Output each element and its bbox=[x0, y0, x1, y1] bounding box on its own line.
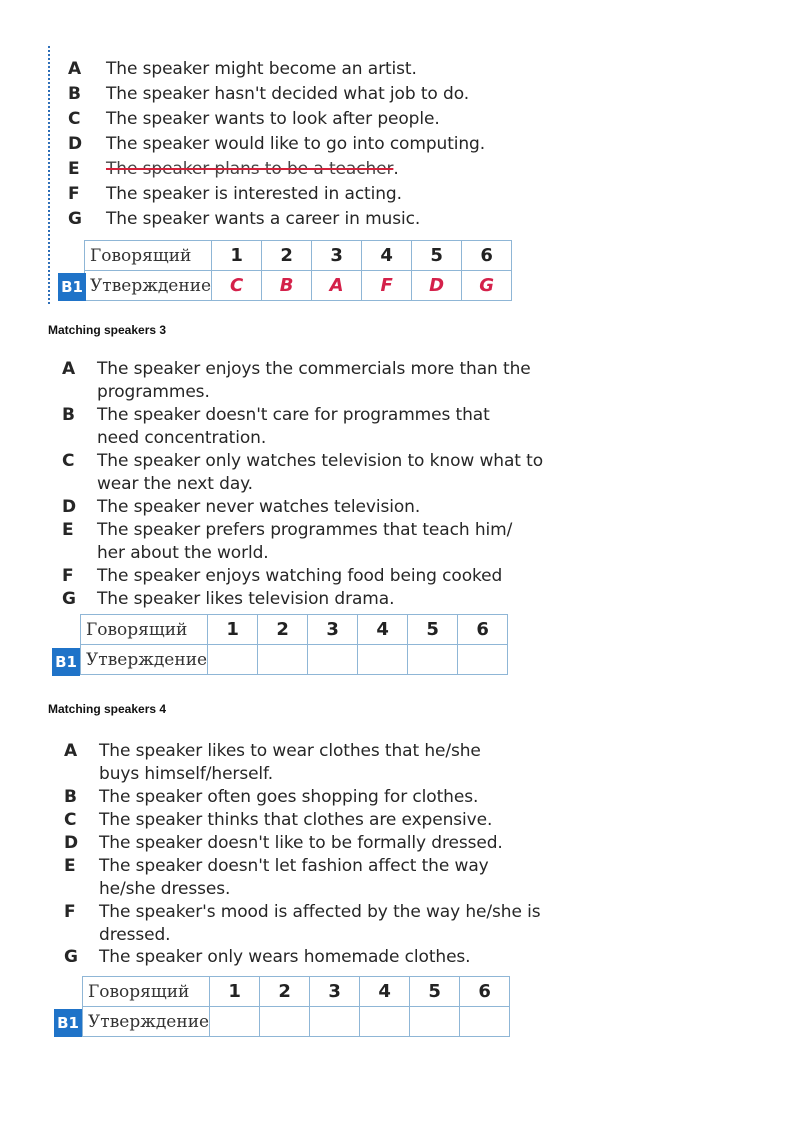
statement-c bbox=[68, 108, 440, 131]
statement-line: The speaker enjoys watching food being cooked bbox=[97, 566, 503, 586]
statement-line: The speaker likes to wear clothes that he/she bbox=[99, 741, 481, 761]
answer-table-exercise-2 bbox=[84, 240, 512, 301]
statement-text: The speaker would like to go into computing. bbox=[106, 134, 486, 154]
statement-text: The speaker wants a career in music. bbox=[106, 209, 421, 229]
statement-g bbox=[68, 208, 420, 231]
statement-letter: F bbox=[64, 902, 76, 922]
statement-line: The speaker enjoys the commercials more than the bbox=[97, 359, 531, 379]
statement-a bbox=[64, 740, 481, 786]
statement-text-block bbox=[99, 855, 489, 901]
statement-letter: D bbox=[64, 833, 79, 853]
statement-period: . bbox=[393, 159, 399, 179]
statement-line: The speaker doesn't care for programmes that bbox=[97, 405, 490, 425]
answer-cell-empty[interactable] bbox=[310, 1007, 360, 1037]
speaker-number: 6 bbox=[462, 241, 512, 271]
answer-cell: B bbox=[262, 271, 312, 301]
b1-badge: B1 bbox=[58, 273, 86, 301]
statement-line: The speaker never watches television. bbox=[97, 497, 421, 517]
speaker-number: 3 bbox=[312, 241, 362, 271]
speaker-row bbox=[85, 241, 512, 271]
statement-e bbox=[64, 855, 489, 901]
statement-header: Утверждение bbox=[85, 271, 212, 301]
answer-cell: A bbox=[312, 271, 362, 301]
speaker-header: Говорящий bbox=[85, 241, 212, 271]
statement-f bbox=[68, 183, 402, 206]
speaker-number: 1 bbox=[208, 615, 258, 645]
statement-letter: B bbox=[62, 405, 75, 425]
statement-line: The speaker only wears homemade clothes. bbox=[99, 947, 471, 967]
statement-row bbox=[81, 645, 508, 675]
statement-row bbox=[85, 271, 512, 301]
statement-line: programmes. bbox=[97, 382, 210, 402]
exercise-3-statements bbox=[62, 358, 544, 610]
statement-letter: C bbox=[62, 451, 75, 471]
statement-letter: D bbox=[68, 134, 83, 154]
speaker-number: 4 bbox=[362, 241, 412, 271]
statement-c bbox=[64, 809, 492, 832]
statement-a bbox=[62, 358, 531, 404]
answer-table-exercise-3 bbox=[80, 614, 508, 675]
answer-cell-empty[interactable] bbox=[258, 645, 308, 675]
statement-e-crossed-out bbox=[68, 158, 399, 181]
answer-cell-empty[interactable] bbox=[360, 1007, 410, 1037]
answer-cell-empty[interactable] bbox=[260, 1007, 310, 1037]
statement-letter: G bbox=[62, 589, 76, 609]
answer-cell: C bbox=[212, 271, 262, 301]
statement-b bbox=[68, 83, 469, 106]
answer-cell-empty[interactable] bbox=[210, 1007, 260, 1037]
statement-g bbox=[62, 588, 394, 611]
statement-text-block bbox=[97, 519, 512, 565]
statement-text-struck: The speaker plans to be a teacher bbox=[106, 159, 394, 179]
statement-letter: C bbox=[64, 810, 77, 830]
statement-text: The speaker might become an artist. bbox=[106, 59, 417, 79]
section-title-matching-speakers-4: Matching speakers 4 bbox=[48, 702, 167, 716]
statement-line: The speaker likes television drama. bbox=[97, 589, 395, 609]
answer-cell-empty[interactable] bbox=[410, 1007, 460, 1037]
statement-line: her about the world. bbox=[97, 543, 269, 563]
speaker-number: 5 bbox=[410, 977, 460, 1007]
b1-badge: B1 bbox=[54, 1009, 82, 1037]
statement-line: The speaker's mood is affected by the way he/she is bbox=[99, 902, 541, 922]
statement-row bbox=[83, 1007, 510, 1037]
speaker-number: 6 bbox=[460, 977, 510, 1007]
statement-d bbox=[64, 832, 503, 855]
statement-line: The speaker doesn't like to be formally dressed. bbox=[99, 833, 503, 853]
statement-f bbox=[64, 901, 541, 947]
statement-line: The speaker prefers programmes that teach him/ bbox=[97, 520, 513, 540]
speaker-row bbox=[81, 615, 508, 645]
statement-line: The speaker only watches television to know what to bbox=[97, 451, 544, 471]
speaker-number: 4 bbox=[360, 977, 410, 1007]
statement-d bbox=[62, 496, 420, 519]
statement-line: The speaker often goes shopping for clothes. bbox=[99, 787, 479, 807]
statement-letter: G bbox=[68, 209, 82, 229]
statement-letter: E bbox=[62, 520, 74, 540]
answer-cell-empty[interactable] bbox=[208, 645, 258, 675]
answer-cell: G bbox=[462, 271, 512, 301]
statement-text-block bbox=[97, 450, 543, 496]
answer-cell-empty[interactable] bbox=[460, 1007, 510, 1037]
statement-header: Утверждение bbox=[81, 645, 208, 675]
exercise-4-statements bbox=[64, 740, 541, 970]
statement-a bbox=[68, 58, 417, 81]
margin-dotted-rule bbox=[48, 46, 50, 304]
statement-text: The speaker wants to look after people. bbox=[106, 109, 440, 129]
statement-letter: A bbox=[68, 59, 82, 79]
statement-letter: G bbox=[64, 947, 78, 967]
statement-line: dressed. bbox=[99, 925, 171, 945]
statement-letter: F bbox=[68, 184, 80, 204]
statement-text: The speaker is interested in acting. bbox=[106, 184, 402, 204]
statement-text: The speaker hasn't decided what job to do. bbox=[106, 84, 470, 104]
statement-letter: D bbox=[62, 497, 77, 517]
speaker-number: 5 bbox=[412, 241, 462, 271]
statement-letter: B bbox=[64, 787, 77, 807]
statement-line: The speaker doesn't let fashion affect the way bbox=[99, 856, 489, 876]
speaker-number: 3 bbox=[310, 977, 360, 1007]
speaker-number: 1 bbox=[212, 241, 262, 271]
statement-line: need concentration. bbox=[97, 428, 267, 448]
answer-table-exercise-4 bbox=[82, 976, 510, 1037]
statement-g bbox=[64, 946, 471, 969]
statement-text-block bbox=[97, 358, 531, 404]
speaker-number: 1 bbox=[210, 977, 260, 1007]
statement-d bbox=[68, 133, 485, 156]
statement-line: The speaker thinks that clothes are expensive. bbox=[99, 810, 493, 830]
speaker-header: Говорящий bbox=[81, 615, 208, 645]
speaker-number: 2 bbox=[262, 241, 312, 271]
b1-badge: B1 bbox=[52, 648, 80, 676]
answer-cell-empty[interactable] bbox=[308, 645, 358, 675]
statement-line: wear the next day. bbox=[97, 474, 253, 494]
statement-letter: A bbox=[62, 359, 76, 379]
speaker-number: 2 bbox=[258, 615, 308, 645]
statement-letter: B bbox=[68, 84, 81, 104]
speaker-header: Говорящий bbox=[83, 977, 210, 1007]
answer-cell-empty[interactable] bbox=[458, 645, 508, 675]
statement-letter: C bbox=[68, 109, 81, 129]
answer-cell: D bbox=[412, 271, 462, 301]
statement-text-block bbox=[99, 740, 481, 786]
statement-b bbox=[62, 404, 490, 450]
answer-cell-empty[interactable] bbox=[358, 645, 408, 675]
statement-line: he/she dresses. bbox=[99, 879, 231, 899]
statement-text-block bbox=[97, 404, 490, 450]
statement-letter: F bbox=[62, 566, 74, 586]
speaker-number: 3 bbox=[308, 615, 358, 645]
statement-letter: E bbox=[68, 159, 80, 179]
statement-b bbox=[64, 786, 478, 809]
statement-c bbox=[62, 450, 543, 496]
speaker-number: 2 bbox=[260, 977, 310, 1007]
statement-line: buys himself/herself. bbox=[99, 764, 274, 784]
statement-e bbox=[62, 519, 512, 565]
statement-f bbox=[62, 565, 502, 588]
statement-text-block bbox=[99, 901, 541, 947]
answer-cell-empty[interactable] bbox=[408, 645, 458, 675]
section-title-matching-speakers-3: Matching speakers 3 bbox=[48, 323, 167, 337]
statement-header: Утверждение bbox=[83, 1007, 210, 1037]
answer-cell: F bbox=[362, 271, 412, 301]
exercise-2-statements bbox=[68, 58, 528, 234]
speaker-number: 5 bbox=[408, 615, 458, 645]
statement-letter: E bbox=[64, 856, 76, 876]
speaker-number: 6 bbox=[458, 615, 508, 645]
statement-letter: A bbox=[64, 741, 78, 761]
speaker-number: 4 bbox=[358, 615, 408, 645]
speaker-row bbox=[83, 977, 510, 1007]
